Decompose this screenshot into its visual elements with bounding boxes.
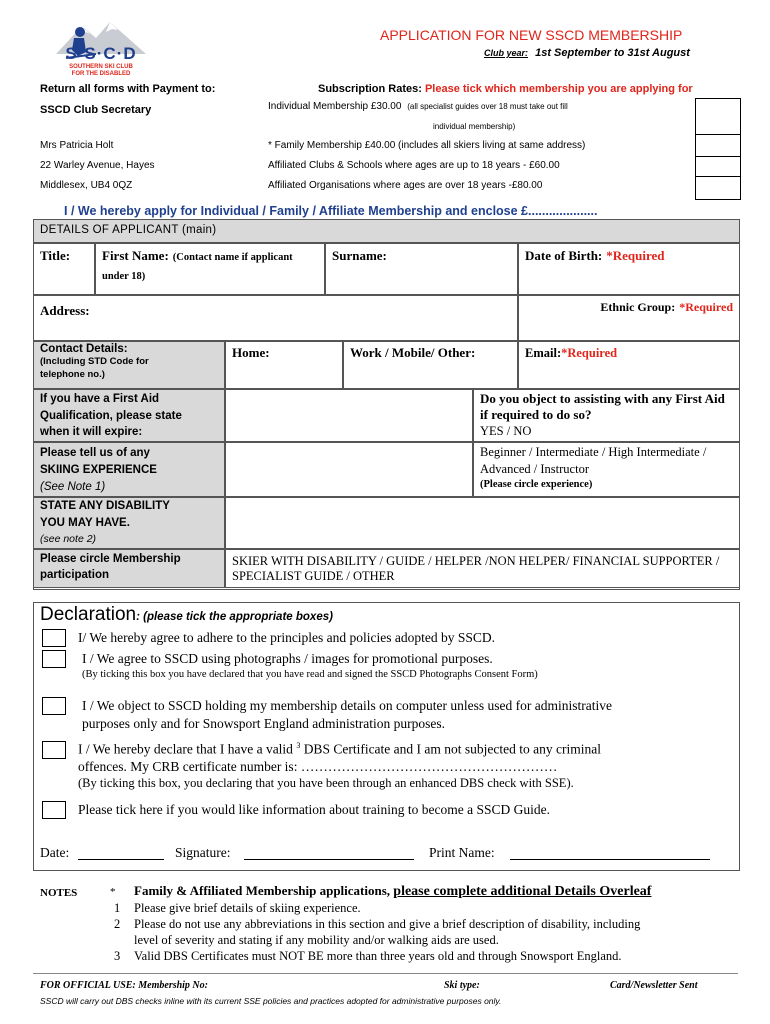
- return-heading: Return all forms with Payment to:: [40, 83, 216, 95]
- object-data-text-2: purposes only and for Snowsport England administration purposes.: [82, 716, 445, 731]
- ethnic-field[interactable]: [518, 295, 740, 341]
- print-name-label: Print Name:: [429, 845, 495, 860]
- work-label: Work / Mobile/ Other:: [350, 345, 476, 360]
- details-title-text: DETAILS OF APPLICANT (main): [40, 224, 217, 236]
- club-year-label: Club year:: [484, 48, 529, 58]
- contact-note: (Including STD Code for telephone no.): [40, 356, 149, 380]
- disability-field[interactable]: [225, 497, 740, 549]
- apply-statement[interactable]: I / We hereby apply for Individual / Family / Affiliate Membership and enclose £....................: [64, 204, 598, 218]
- club-year-value: 1st September to 31st August: [535, 47, 690, 59]
- first-aid-yes-no[interactable]: YES / NO: [480, 424, 532, 438]
- title-field[interactable]: [33, 243, 95, 295]
- dbs-disclaimer: SSCD will carry out DBS checks inline with its current SSE policies and practices adopted for administrative purposes only.: [40, 996, 502, 1006]
- email-label: Email:: [525, 346, 562, 360]
- note-1-number: 1: [114, 901, 121, 915]
- return-line-2: Mrs Patricia Holt: [40, 140, 114, 151]
- rate-individual-label: Individual Membership £30.00: [268, 101, 402, 112]
- dob-required: *Required: [606, 248, 665, 263]
- notes-label: NOTES: [40, 887, 78, 899]
- note-2-number: 2: [114, 917, 121, 931]
- first-aid-expiry-field[interactable]: [225, 389, 473, 442]
- rate-individual-note: (all specialist guides over 18 must take out fill: [407, 102, 568, 111]
- rate-orgs: Affiliated Organisations where ages are over 18 years -£80.00: [268, 180, 543, 191]
- photo-consent-note: (By ticking this box you have declared that you have read and signed the SSCD Photographs Consent Form): [82, 669, 538, 680]
- details-section-title: [33, 219, 740, 243]
- contact-details-cell: [33, 341, 225, 389]
- logo-subtitle-1: SOUTHERN SKI CLUB: [69, 64, 133, 70]
- title-label: Title:: [40, 248, 71, 263]
- email-required: *Required: [561, 346, 618, 360]
- rate-individual: [268, 101, 568, 112]
- object-data-checkbox[interactable]: [42, 697, 66, 715]
- rate-orgs-checkbox[interactable]: [695, 176, 741, 200]
- signature-line[interactable]: [244, 859, 414, 860]
- home-phone-field[interactable]: [225, 341, 343, 389]
- rate-family: * Family Membership £40.00 (includes all skiers living at same address): [268, 140, 586, 151]
- home-label: Home:: [232, 345, 270, 360]
- date-line[interactable]: [78, 859, 164, 860]
- dob-field[interactable]: [518, 243, 740, 295]
- participation-options-cell[interactable]: [225, 549, 740, 588]
- note-2-text-2: level of severity and stating if any mobility and/or walking aids are used.: [134, 933, 499, 947]
- dbs-text-b: DBS Certificate and I am not subjected to any criminal: [303, 741, 601, 757]
- logo-text: S·S·C·D: [65, 44, 137, 63]
- rates-heading: [318, 83, 693, 95]
- surname-label: Surname:: [332, 248, 387, 263]
- participation-options[interactable]: SKIER WITH DISABILITY / GUIDE / HELPER /NON HELPER/ FINANCIAL SUPPORTER / SPECIALIST GUIDE / OTHER: [232, 554, 720, 583]
- first-aid-question: Do you object to assisting with any First Aid if required to do so?: [480, 391, 725, 422]
- official-use-label: FOR OFFICIAL USE: Membership No:: [40, 980, 208, 991]
- club-year: [484, 47, 690, 59]
- first-name-field[interactable]: [95, 243, 325, 295]
- guide-training-text: Please tick here if you would like information about training to become a SSCD Guide.: [78, 802, 551, 817]
- disability-label: STATE ANY DISABILITY YOU MAY HAVE.: [40, 500, 170, 529]
- ski-experience-cell: [33, 442, 225, 497]
- surname-field[interactable]: [325, 243, 518, 295]
- agree-principles-text: I/ We hereby agree to adhere to the principles and policies adopted by SSCD.: [78, 630, 496, 645]
- return-line-1: SSCD Club Secretary: [40, 104, 152, 116]
- note-2-text-1: Please do not use any abbreviations in this section and give a brief description of disability, including: [134, 917, 641, 931]
- crb-number-line[interactable]: offences. My CRB certificate number is: …………………………………………………: [78, 759, 558, 774]
- page-title: APPLICATION FOR NEW SSCD MEMBERSHIP: [380, 27, 683, 43]
- address-label: Address:: [40, 303, 90, 318]
- rate-clubs: Affiliated Clubs & Schools where ages are up to 18 years - £60.00: [268, 160, 560, 171]
- signature-label: Signature:: [175, 845, 231, 860]
- declaration-subtitle: : (please tick the appropriate boxes): [136, 611, 333, 623]
- note-3-number: 3: [114, 949, 121, 963]
- note-3-text: Valid DBS Certificates must NOT BE more than three years old and through Snowsport England.: [134, 949, 622, 963]
- first-aid-cell: [33, 389, 225, 442]
- first-aid-label: If you have a First Aid Qualification, please state when it will expire:: [40, 393, 182, 438]
- photo-consent-checkbox[interactable]: [42, 650, 66, 668]
- dob-label: Date of Birth:: [525, 248, 603, 263]
- dbs-note-ref: 3: [296, 741, 301, 750]
- rates-heading-label: Subscription Rates:: [318, 83, 422, 95]
- dbs-declaration-text-1: [78, 741, 601, 758]
- guide-training-checkbox[interactable]: [42, 801, 66, 819]
- object-data-text-1: I / We object to SSCD holding my membership details on computer unless used for administrative: [82, 698, 612, 713]
- ski-label: Please tell us of any SKIING EXPERIENCE: [40, 447, 157, 476]
- notes-star: *: [110, 886, 116, 898]
- first-name-note: (Contact name if applicant under 18): [102, 252, 293, 282]
- return-line-4: Middlesex, UB4 0QZ: [40, 180, 133, 191]
- logo-subtitle-2: FOR THE DISABLED: [71, 71, 131, 77]
- ski-levels-cell[interactable]: [473, 442, 740, 497]
- first-name-label: First Name:: [102, 248, 169, 263]
- address-field[interactable]: [33, 295, 518, 341]
- rates-heading-note: Please tick which membership you are applying for: [424, 83, 693, 95]
- notes-star-text-b: please complete additional Details Overleaf: [393, 884, 652, 899]
- ethnic-required: *Required: [679, 300, 733, 314]
- return-line-3: 22 Warley Avenue, Hayes: [40, 160, 155, 171]
- work-phone-field[interactable]: [343, 341, 518, 389]
- declaration-heading: [40, 604, 333, 626]
- ski-levels[interactable]: Beginner / Intermediate / High Intermediate / Advanced / Instructor: [480, 445, 707, 476]
- contact-label: Contact Details:: [40, 343, 128, 355]
- participation-label: Please circle Membership participation: [40, 553, 181, 581]
- dbs-text-a: I / We hereby declare that I have a valid: [78, 741, 293, 757]
- dbs-declaration-note: (By ticking this box, you declaring that you have been through an enhanced DBS check with SSE).: [78, 776, 574, 790]
- rate-clubs-checkbox[interactable]: [695, 156, 741, 178]
- ski-type-label: Ski type:: [444, 980, 480, 991]
- card-sent-label: Card/Newsletter Sent: [610, 980, 698, 991]
- agree-principles-checkbox[interactable]: [42, 629, 66, 647]
- photo-consent-text: I / We agree to SSCD using photographs / images for promotional purposes.: [82, 651, 493, 666]
- disability-see-note: (see note 2): [40, 533, 97, 545]
- notes-star-text-a: Family & Affiliated Membership applications,: [134, 883, 391, 898]
- ski-experience-field[interactable]: [225, 442, 473, 497]
- rate-individual-checkbox[interactable]: [695, 98, 741, 136]
- declaration-title: Declaration: [40, 604, 137, 625]
- note-1-text: Please give brief details of skiing experience.: [134, 901, 361, 915]
- date-label: Date:: [40, 845, 70, 860]
- first-aid-question-cell[interactable]: [473, 389, 740, 442]
- ski-see-note: (See Note 1): [40, 481, 106, 493]
- footer-divider: [33, 973, 738, 974]
- participation-cell: [33, 549, 225, 588]
- rate-family-checkbox[interactable]: [695, 134, 741, 158]
- dbs-declaration-checkbox[interactable]: [42, 741, 66, 759]
- notes-star-text: [134, 883, 651, 900]
- disability-cell: [33, 497, 225, 549]
- rate-individual-note-2: individual membership): [433, 122, 516, 131]
- ethnic-label: Ethnic Group:: [600, 300, 676, 314]
- ski-levels-note: (Please circle experience): [480, 479, 593, 490]
- email-field[interactable]: [518, 341, 740, 389]
- print-name-line[interactable]: [510, 859, 710, 860]
